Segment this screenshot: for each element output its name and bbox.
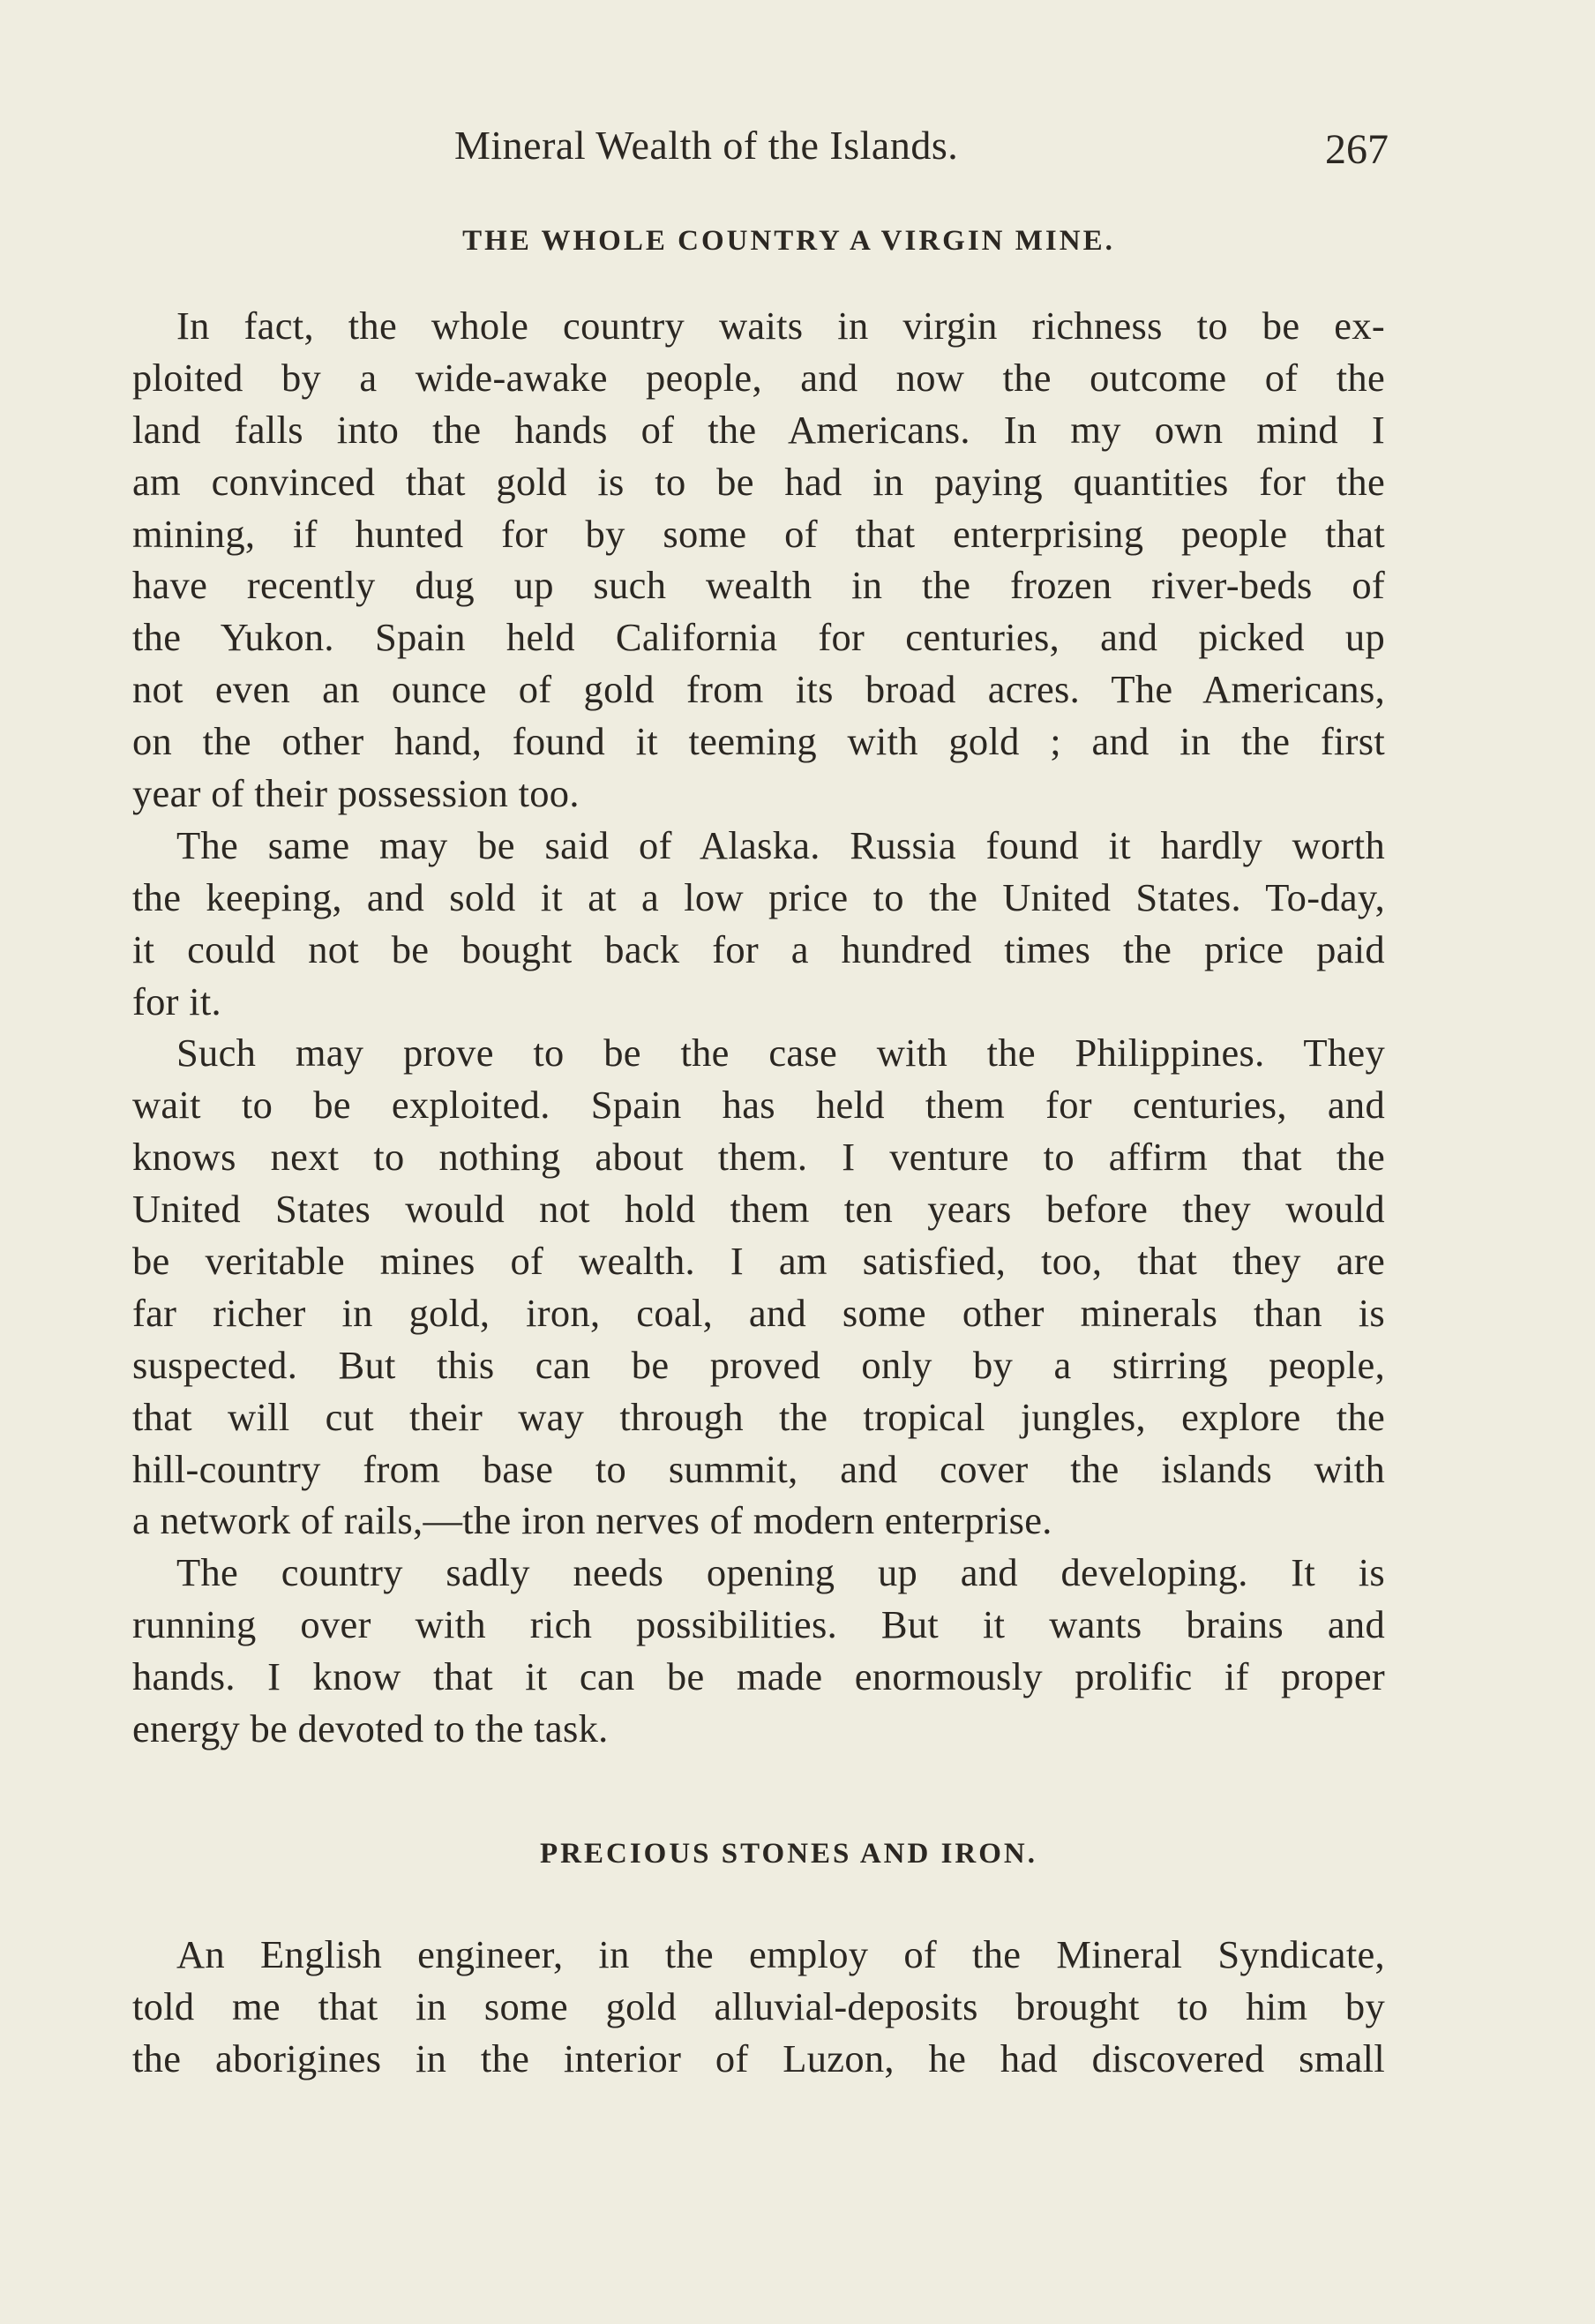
text-line: am convinced that gold is to be had in paying quantities for the <box>132 459 1385 504</box>
body-text <box>132 300 1385 1755</box>
text-line: knows next to nothing about them. I venture to affirm that the <box>132 1135 1385 1180</box>
text-line: In fact, the whole country waits in virgin richness to be ex- <box>176 304 1385 348</box>
text-line: wait to be exploited. Spain has held them for centuries, and <box>132 1083 1385 1128</box>
text-line: hands. I know that it can be made enormously prolific if proper <box>132 1654 1385 1699</box>
section-heading: THE WHOLE COUNTRY A VIRGIN MINE. <box>462 225 1115 257</box>
text-line: mining, if hunted for by some of that enterprising people that <box>132 511 1385 556</box>
text-line: the keeping, and sold it at a low price to the United States. To-day, <box>132 874 1385 919</box>
text-line: be veritable mines of wealth. I am satisfied, too, that they are <box>132 1239 1385 1284</box>
text-line: The same may be said of Alaska. Russia found it hardly worth <box>176 822 1385 867</box>
text-line: running over with rich possibilities. But it wants brains and <box>132 1602 1385 1647</box>
text-line: a network of rails,—the iron nerves of modern enterprise. <box>132 1498 1052 1543</box>
text-line: for it. <box>132 978 221 1023</box>
text-line: ploited by a wide-awake people, and now the outcome of the <box>132 355 1385 400</box>
text-line: have recently dug up such wealth in the frozen river-beds of <box>132 563 1385 608</box>
text-line: told me that in some gold alluvial-deposits brought to him by <box>132 1983 1385 2028</box>
text-line: land falls into the hands of the Americans. In my own mind I <box>132 407 1385 452</box>
text-line: far richer in gold, iron, coal, and some other minerals than is <box>132 1290 1385 1335</box>
section-heading: PRECIOUS STONES AND IRON. <box>539 1838 1037 1870</box>
text-line: hill-country from base to summit, and cover the islands with <box>132 1446 1385 1491</box>
page-number: 267 <box>1325 126 1389 173</box>
text-line: it could not be bought back for a hundred times the price paid <box>132 926 1385 971</box>
text-line: on the other hand, found it teeming with gold ; and in the first <box>132 719 1385 764</box>
text-line: year of their possession too. <box>132 771 580 816</box>
text-line: The country sadly needs opening up and developing. It is <box>176 1550 1385 1595</box>
running-title: Mineral Wealth of the Islands. <box>454 123 959 168</box>
text-line: suspected. But this can be proved only by a stirring people, <box>132 1342 1385 1387</box>
text-line: that will cut their way through the tropical jungles, explore the <box>132 1394 1385 1439</box>
text-line: Such may prove to be the case with the Philippines. They <box>176 1031 1385 1076</box>
body-text <box>132 1929 1385 2085</box>
text-line: United States would not hold them ten years before they would <box>132 1187 1385 1232</box>
text-line: the Yukon. Spain held California for centuries, and picked up <box>132 615 1385 660</box>
text-line: An English engineer, in the employ of the Mineral Syndicate, <box>176 1932 1385 1976</box>
text-line: not even an ounce of gold from its broad acres. The Americans, <box>132 667 1385 712</box>
running-head <box>0 122 1595 184</box>
text-line: energy be devoted to the task. <box>132 1706 609 1751</box>
text-line: the aborigines in the interior of Luzon, he had discovered small <box>132 2035 1385 2080</box>
